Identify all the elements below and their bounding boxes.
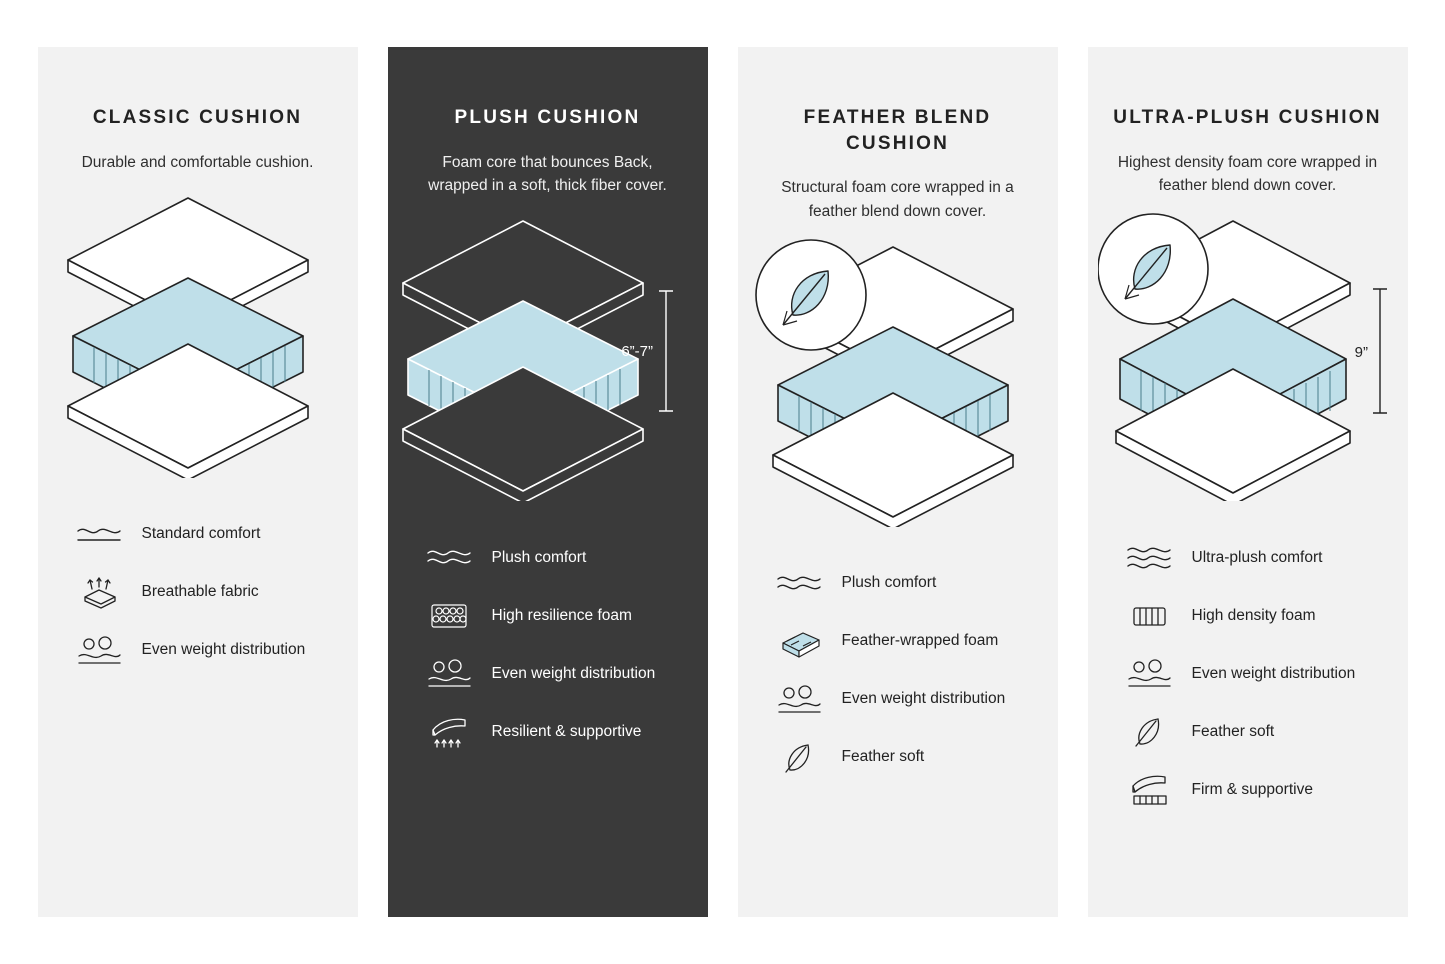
feature-label: Plush comfort — [491, 548, 587, 566]
feature-item — [1122, 703, 1378, 761]
feature-item — [1122, 645, 1378, 703]
card-description: Durable and comfortable cushion. — [81, 153, 314, 171]
cushion-card-plush — [388, 47, 708, 917]
cushion-card-feather-blend — [738, 47, 1058, 917]
feature-list — [1122, 529, 1378, 819]
feature-label: High resilience foam — [491, 606, 632, 624]
feature-item — [422, 529, 678, 587]
feature-item — [422, 645, 678, 703]
feature-label: Plush comfort — [841, 574, 937, 592]
feature-label: Feather-wrapped foam — [841, 632, 999, 650]
feature-item — [772, 729, 1028, 787]
card-title: PLUSH CUSHION — [454, 107, 641, 128]
feature-label: Even weight distribution — [491, 664, 656, 682]
feature-item — [772, 671, 1028, 729]
firm-support-icon — [1122, 772, 1176, 808]
feature-label: Ultra-plush comfort — [1191, 548, 1323, 566]
weight-distribution-icon — [72, 634, 126, 668]
feature-item — [72, 564, 328, 622]
breathable-fabric-icon — [72, 575, 126, 611]
feather-icon — [772, 738, 826, 778]
dimension-label: 6”-7” — [620, 343, 653, 361]
feature-label: Even weight distribution — [841, 690, 1006, 708]
card-title: ULTRA-PLUSH CUSHION — [1113, 107, 1382, 128]
cushion-exploded-diagram — [38, 188, 358, 488]
weight-distribution-icon — [772, 683, 826, 717]
cushion-card-classic — [38, 47, 358, 917]
feature-label: Feather soft — [841, 748, 925, 766]
card-description: Highest density foam core wrapped in feather blend down cover. — [1117, 153, 1378, 194]
feather-icon — [1122, 712, 1176, 752]
feature-item — [422, 587, 678, 645]
card-description: Foam core that bounces Back, wrapped in a soft, thick fiber cover. — [428, 153, 667, 194]
cushion-card-ultra-plush — [1088, 47, 1408, 917]
card-title: FEATHER BLEND CUSHION — [803, 107, 992, 154]
feature-list — [422, 529, 678, 761]
feature-item — [1122, 587, 1378, 645]
feature-label: Resilient & supportive — [491, 722, 642, 740]
feature-list — [72, 506, 328, 680]
feature-item — [772, 555, 1028, 613]
feature-item — [72, 506, 328, 564]
wave-lines-icon — [772, 571, 826, 597]
feature-label: Even weight distribution — [141, 641, 306, 659]
dense-foam-icon — [1122, 601, 1176, 631]
feature-item — [72, 622, 328, 680]
resilient-support-icon — [422, 714, 476, 750]
feature-label: Feather soft — [1191, 722, 1275, 740]
cushion-exploded-diagram — [738, 237, 1058, 537]
feature-item — [1122, 529, 1378, 587]
weight-distribution-icon — [1122, 657, 1176, 691]
feature-label: Firm & supportive — [1191, 780, 1313, 798]
dimension-label: 9” — [1354, 344, 1368, 362]
feature-label: Breathable fabric — [141, 583, 259, 601]
cushion-exploded-diagram — [388, 211, 708, 511]
feature-item — [422, 703, 678, 761]
wave-lines-icon — [422, 545, 476, 571]
feature-label: Even weight distribution — [1191, 664, 1356, 682]
card-description: Structural foam core wrapped in a feather blend down cover. — [781, 179, 1014, 220]
feature-label: High density foam — [1191, 606, 1316, 624]
honeycomb-foam-icon — [422, 599, 476, 633]
feather-wrapped-foam-icon — [772, 623, 826, 661]
cushion-exploded-diagram — [1088, 211, 1408, 511]
feature-item — [1122, 761, 1378, 819]
wave-lines-icon — [1122, 544, 1176, 572]
feature-item — [772, 613, 1028, 671]
card-title: CLASSIC CUSHION — [92, 107, 303, 128]
feature-list — [772, 555, 1028, 787]
weight-distribution-icon — [422, 657, 476, 691]
feature-label: Standard comfort — [141, 525, 261, 543]
wave-lines-icon — [72, 522, 126, 548]
